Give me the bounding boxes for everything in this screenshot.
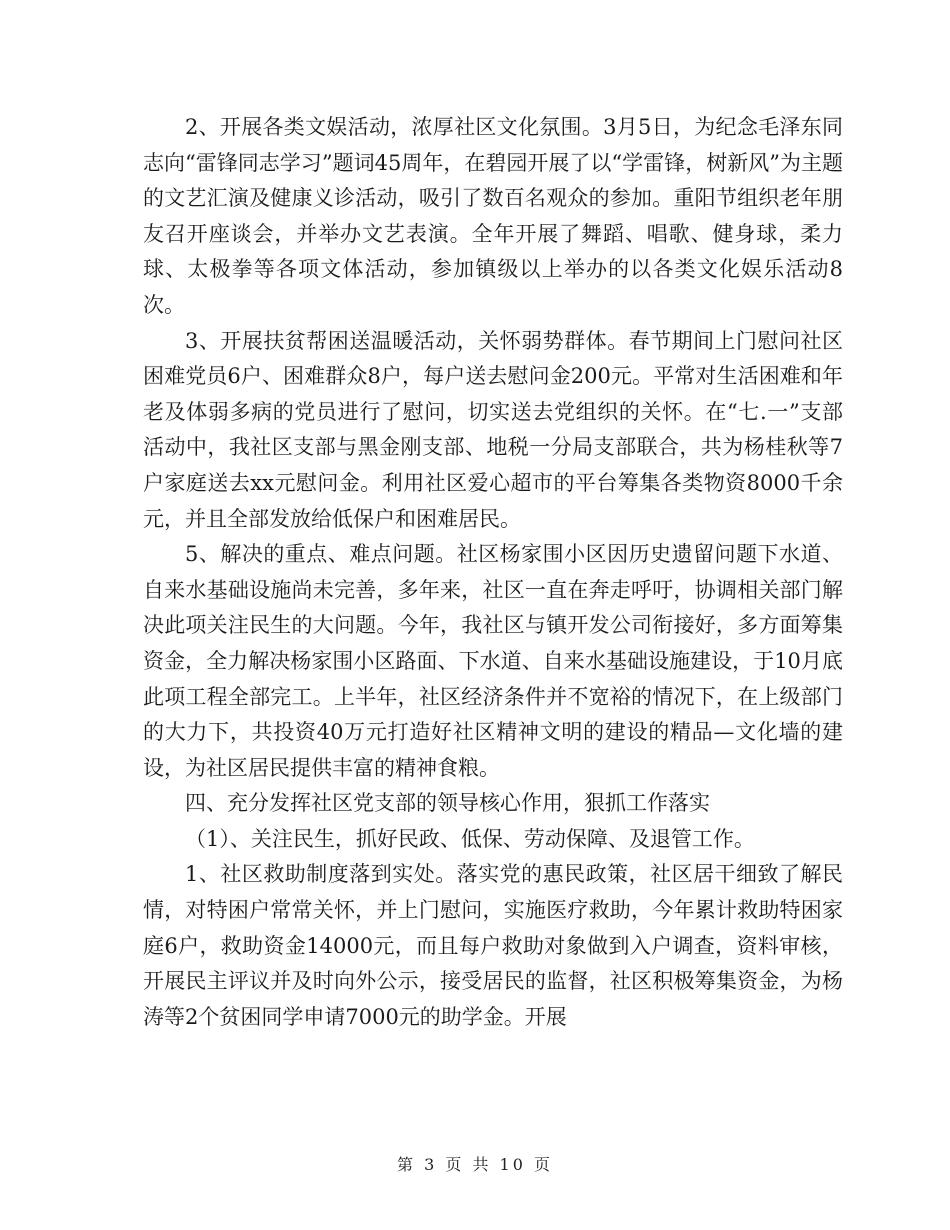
document-body [143, 110, 843, 1035]
paragraph-key-problems: 5、解决的重点、难点问题。社区杨家围小区因历史遗留问题下水道、自来水基础设施尚未完善，多年来，社区一直在奔走呼吁，协调相关部门解决此项关注民生的大问题。今年，我社区与镇开发公司衔接好，多方面筹集资金，全力解决杨家围小区路面、下水道、自来水基础设施建设，于10月底此项工程全部完工。上半年，社区经济条件并不宽裕的情况下，在上级部门的大力下，共投资40万元打造好社区精神文明的建设的精品—文化墙的建设，为社区居民提供丰富的精神食粮。 [143, 542, 843, 780]
section-heading-four: 四、充分发挥社区党支部的领导核心作用，狠抓工作落实 [185, 791, 710, 816]
paragraph-poverty-relief: 3、开展扶贫帮困送温暖活动，关怀弱势群体。春节期间上门慰问社区困难党员6户、困难群众8户，每户送去慰问金200元。平常对生活困难和年老及体弱多病的党员进行了慰问，切实送去党组织的关怀。在“七.一”支部活动中，我社区支部与黑金刚支部、地税一分局支部联合，共为杨桂秋等7户家庭送去xx元慰问金。利用社区爱心超市的平台筹集各类物资8000千余元，并且全部发放给低保户和困难居民。 [143, 328, 843, 531]
paragraph-relief-system: 1、社区救助制度落到实处。落实党的惠民政策，社区居干细致了解民情，对特困户常常关怀，并上门慰问，实施医疗救助，今年累计救助特困家庭6户，救助资金14000元，而且每户救助对象做到入户调查，资料审核，开展民主评议并及时向外公示，接受居民的监督，社区积极筹集资金，为杨涛等2个贫困同学申请7000元的助学金。开展 [143, 862, 843, 1029]
subsection-heading-1: （1）、关注民生，抓好民政、低保、劳动保障、及退管工作。 [185, 826, 755, 851]
page-footer: 第 3 页 共 10 页 [397, 1155, 553, 1174]
paragraph-cultural-activities: 2、开展各类文娱活动，浓厚社区文化氛围。3月5日，为纪念毛泽东同志向“雷锋同志学习”题词45周年，在碧园开展了以“学雷锋，树新风”为主题的文艺汇演及健康义诊活动，吸引了数百名观众的参加。重阳节组织老年朋友召开座谈会，并举办文艺表演。全年开展了舞蹈、唱歌、健身球，柔力球、太极拳等各项文体活动，参加镇级以上举办的以各类文化娱乐活动8次。 [143, 115, 843, 317]
